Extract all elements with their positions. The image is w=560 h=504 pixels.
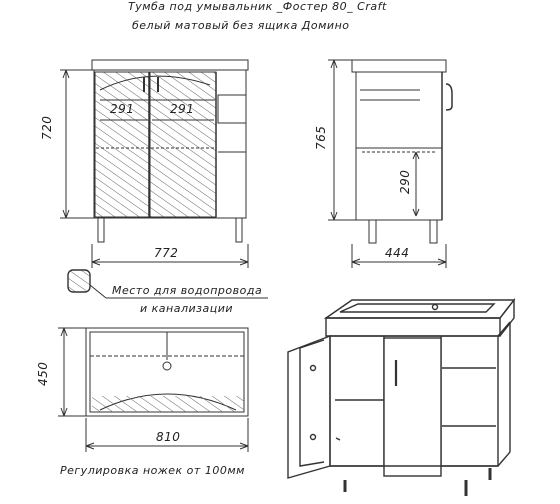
top-drain bbox=[163, 362, 171, 370]
top-plumbing-zone bbox=[92, 396, 244, 412]
iso-countertop-top bbox=[326, 300, 514, 318]
side-inner-label: 290 bbox=[398, 169, 412, 194]
title-line-1: Тумба под умывальник _Фостер 80_ Craft bbox=[128, 0, 387, 13]
front-leg-left bbox=[98, 218, 104, 242]
front-open-shelf-upper bbox=[218, 95, 246, 123]
top-view bbox=[58, 328, 248, 452]
iso-left-door-open bbox=[288, 336, 330, 478]
isometric-view bbox=[288, 300, 514, 496]
front-countertop bbox=[92, 60, 248, 70]
front-height-label: 720 bbox=[40, 115, 54, 140]
plumbing-zone-symbol bbox=[68, 270, 90, 292]
top-depth-label: 450 bbox=[36, 361, 50, 386]
title-line-2: белый матовый без ящика Домино bbox=[132, 19, 350, 32]
front-leg-right bbox=[236, 218, 242, 242]
iso-right-door bbox=[384, 338, 441, 476]
front-door-right bbox=[150, 72, 216, 217]
legend-line-2: и канализации bbox=[140, 302, 234, 315]
front-door-right-dimension: 291 bbox=[170, 102, 195, 116]
front-width-label: 772 bbox=[154, 246, 179, 260]
top-width-label: 810 bbox=[156, 430, 181, 444]
footer-note: Регулировка ножек от 100мм bbox=[60, 464, 245, 477]
side-countertop bbox=[352, 60, 446, 72]
front-door-left-dimension: 291 bbox=[110, 102, 135, 116]
front-door-left bbox=[95, 72, 150, 217]
side-depth-label: 444 bbox=[385, 246, 410, 260]
legend-line-1: Место для водопровода bbox=[112, 284, 263, 297]
side-height-label: 765 bbox=[314, 125, 328, 150]
side-view bbox=[328, 60, 452, 268]
front-view bbox=[60, 60, 248, 268]
side-cabinet-body bbox=[356, 72, 442, 220]
side-leg-left bbox=[369, 220, 376, 243]
side-handle bbox=[446, 84, 452, 110]
side-leg-right bbox=[430, 220, 437, 243]
